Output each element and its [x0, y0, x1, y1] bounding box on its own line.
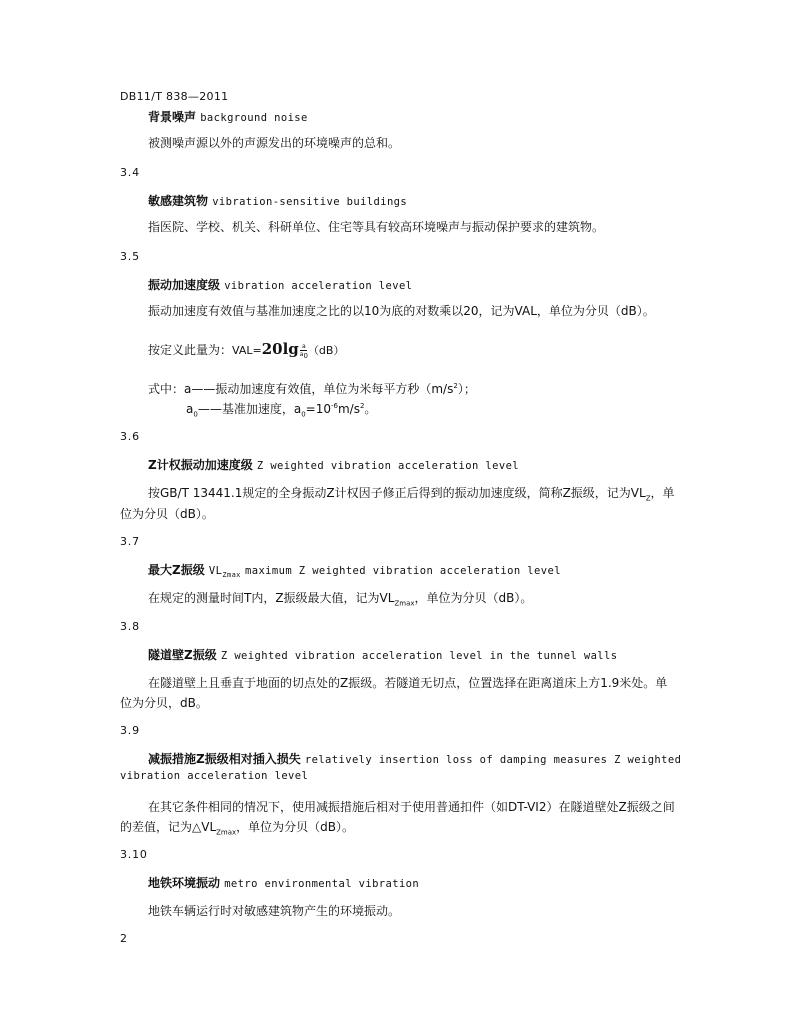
term-en: relatively insertion loss of damping measures Z weighted: [304, 754, 682, 766]
formula-numerator: a: [302, 343, 306, 350]
unit: m/s: [337, 402, 360, 416]
where-label: 式中：: [148, 382, 185, 396]
formula-main: 20lg: [261, 340, 299, 358]
term-tunnel-wall-z-level: [148, 646, 617, 663]
term-z-weighted-level: [148, 456, 519, 473]
sym: VL: [208, 565, 223, 577]
page-number: 2: [120, 932, 128, 945]
value: =10: [305, 402, 331, 416]
section-number: 3.9: [120, 724, 140, 737]
section-number: 3.4: [120, 166, 140, 179]
def-end: ，单位为分贝（dB）。: [414, 591, 533, 605]
where-a: [148, 378, 476, 400]
sub: Zmax: [216, 828, 237, 837]
term-en: maximum Z weighted vibration acceleration level: [245, 565, 561, 577]
formula-fraction: [299, 343, 308, 361]
section-number: 3.8: [120, 620, 140, 633]
section-number: 3.10: [120, 848, 148, 861]
definition: 被测噪声源以外的声源发出的环境噪声的总和。: [148, 136, 401, 150]
den-symbol: a: [299, 351, 304, 358]
definition: 在其它条件相同的情况下，使用减振措施后相对于使用普通扣件（如DT-VI2）在隧道壁处Z振级之间: [148, 800, 675, 814]
def-text: 的差值，记为△VL: [120, 820, 217, 834]
term-cn: 背景噪声: [148, 110, 197, 124]
definition: 指医院、学校、机关、科研单位、住宅等具有较高环境噪声与振动保护要求的建筑物。: [148, 220, 605, 234]
sub: Zmax: [394, 599, 415, 608]
where-a0: [186, 398, 376, 420]
section-number: 3.7: [120, 535, 140, 548]
term-cn: 减振措施Z振级相对插入损失: [148, 752, 301, 766]
sub: Z: [645, 494, 651, 503]
term-sensitive-buildings: [148, 192, 407, 209]
term-cn: 振动加速度级: [148, 278, 221, 292]
def-end: ，单位为分贝（dB）。: [236, 820, 355, 834]
term-cn: 最大Z振级: [148, 563, 205, 577]
formula-prefix: 按定义此量为：: [148, 343, 233, 357]
sub: 0: [301, 410, 306, 419]
term-en: background noise: [200, 112, 308, 124]
definition-cont: 位为分贝，dB。: [120, 696, 208, 710]
section-number: 3.5: [120, 250, 140, 263]
term-max-z-level: [148, 561, 561, 578]
definition-cont: 位为分贝（dB）。: [120, 507, 214, 521]
term-vibration-acceleration-level: [148, 276, 412, 293]
section-number: 3.6: [120, 430, 140, 443]
where-a-text: a——振动加速度有效值，单位为米每平方秒（m/s: [184, 382, 454, 396]
term-en: vibration-sensitive buildings: [212, 196, 408, 208]
def-text: 在规定的测量时间T内，Z振级最大值，记为VL: [148, 591, 395, 605]
definition: 地铁车辆运行时对敏感建筑物产生的环境振动。: [148, 904, 401, 918]
definition: 在隧道壁上且垂直于地面的切点处的Z振级。若隧道无切点，位置选择在距离道床上方1.9米处。单: [148, 676, 668, 690]
formula-unit: （dB）: [307, 344, 345, 357]
term-en-cont: vibration acceleration level: [120, 770, 309, 782]
sub: 0: [193, 410, 198, 419]
term-en: vibration acceleration level: [224, 280, 413, 292]
definition-cont: [120, 816, 354, 838]
sup: 2: [359, 402, 365, 410]
sup: 2: [453, 382, 458, 390]
formula-line: [148, 338, 344, 362]
term-cn: 隧道壁Z振级: [148, 648, 217, 662]
term-insertion-loss: [148, 750, 681, 767]
term-cn: 敏感建筑物: [148, 194, 209, 208]
symbol: a: [186, 402, 194, 416]
term-cn: 地铁环境振动: [148, 876, 221, 890]
definition: 振动加速度有效值与基准加速度之比的以10为底的对数乘以20，记为VAL，单位为分贝（dB）。: [148, 304, 655, 318]
where-a-end: ）；: [457, 382, 476, 396]
where-a0-text: ——基准加速度，a: [197, 402, 302, 416]
formula-denominator: [299, 351, 308, 361]
term-en: Z weighted vibration acceleration level: [256, 460, 520, 472]
term-metro-vibration: [148, 874, 419, 891]
term-symbol: [208, 565, 241, 580]
exponent: -6: [330, 402, 338, 410]
def-end: ，单: [650, 486, 675, 500]
term-en: metro environmental vibration: [224, 878, 420, 890]
sub: Zmax: [222, 571, 241, 580]
formula-lhs: VAL=: [232, 344, 262, 357]
term-en: Z weighted vibration acceleration level in the tunnel walls: [220, 650, 618, 662]
definition: [148, 587, 532, 609]
term-background-noise: [148, 108, 308, 125]
standard-number: DB11/T 838—2011: [120, 90, 229, 103]
def-text: 按GB/T 13441.1规定的全身振动Z计权因子修正后得到的振动加速度级，简称Z振级，记为VL: [148, 486, 646, 500]
end: 。: [364, 402, 377, 416]
definition: [148, 482, 675, 504]
term-cn: Z计权振动加速度级: [148, 458, 253, 472]
den-subscript: 0: [303, 352, 308, 361]
